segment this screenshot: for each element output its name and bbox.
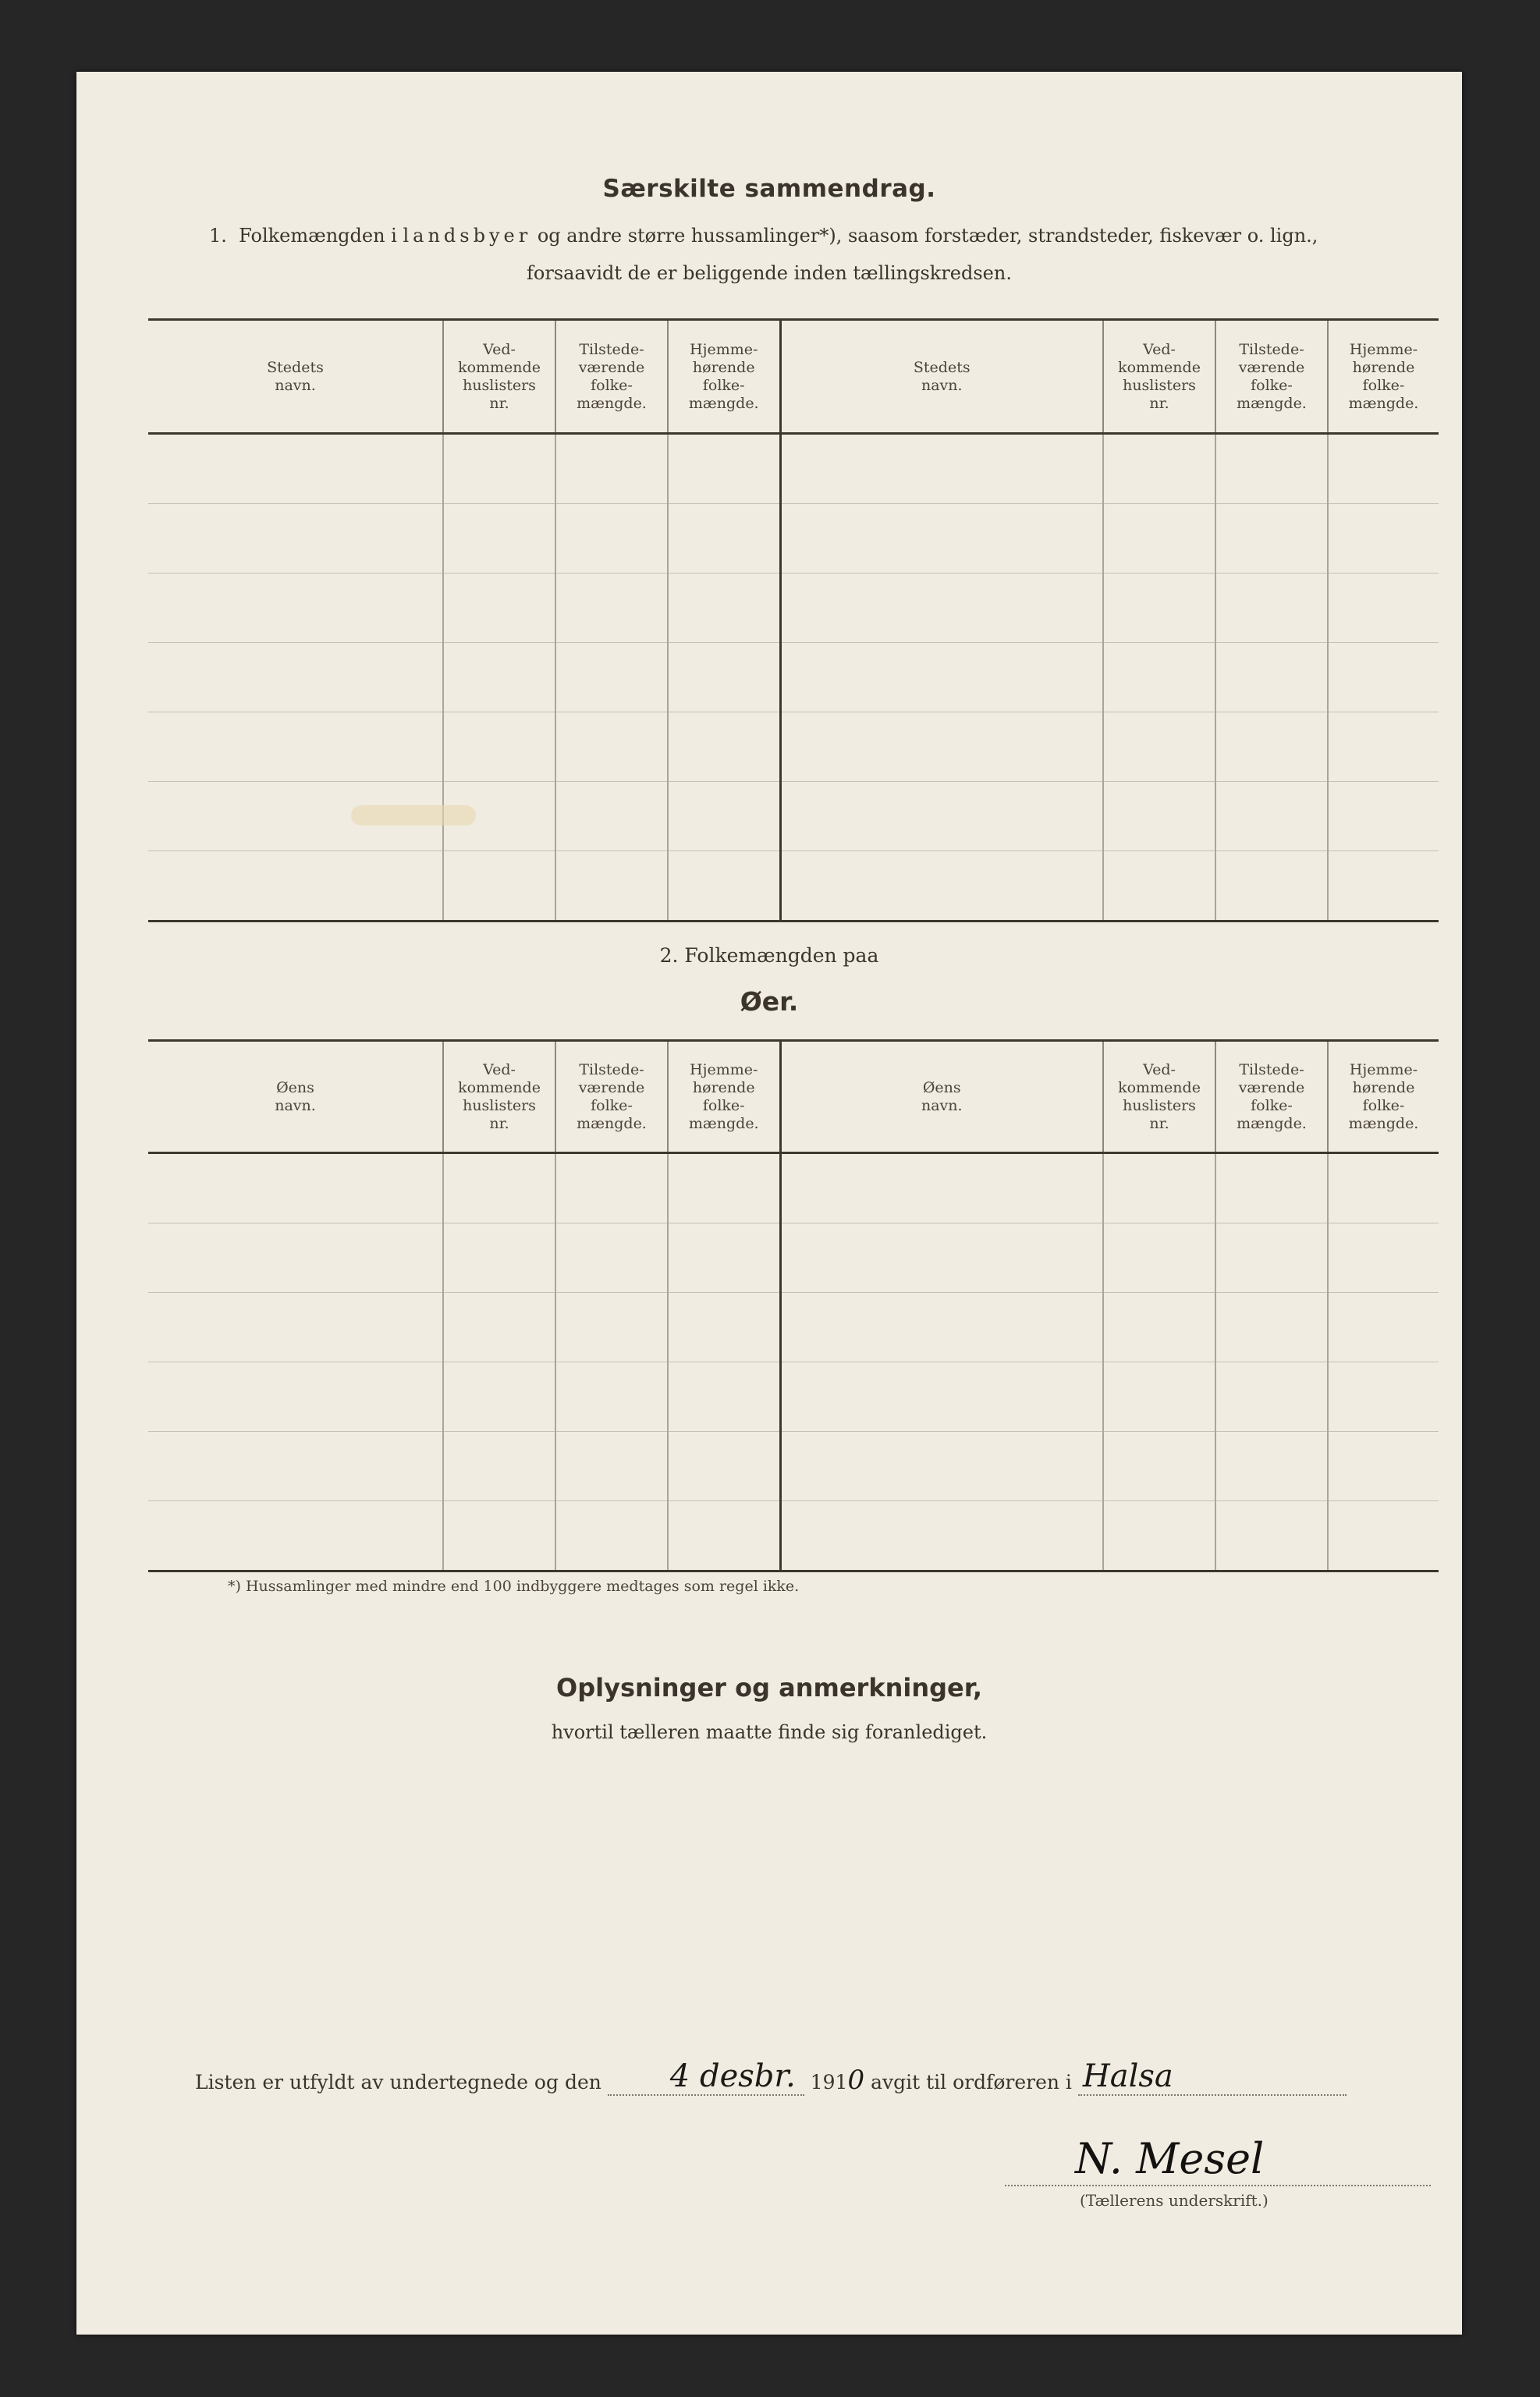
signoff-line xyxy=(195,2058,1347,2096)
census-form-page xyxy=(76,72,1462,2335)
signature-caption: (Tællerens underskrift.) xyxy=(1080,2191,1269,2210)
table-header-row xyxy=(148,1041,1439,1153)
header-stedets-navn: Stedets navn. xyxy=(267,358,324,394)
municipality-handwritten: Halsa xyxy=(1082,2058,1173,2094)
header-tilstedevaerende-right: Tilstede- værende folke- mængde. xyxy=(1215,320,1328,434)
date-handwritten: 4 desbr. xyxy=(669,2058,796,2094)
section1-intro xyxy=(209,225,1318,247)
table-row xyxy=(148,504,1439,574)
table-row xyxy=(148,434,1439,504)
signature-field[interactable] xyxy=(1005,2122,1431,2186)
signoff-middle: avgit til ordføreren i xyxy=(871,2071,1072,2093)
section2-title: Øer. xyxy=(740,986,799,1017)
enumerator-signature: N. Mesel xyxy=(1075,2134,1265,2183)
table-row xyxy=(148,1501,1439,1571)
paper-stain xyxy=(351,805,476,826)
table-row xyxy=(148,712,1439,782)
oer-table xyxy=(148,1039,1439,1572)
section1-text-a: Folkemængden i xyxy=(239,225,403,247)
footnote: *) Hussamlinger med mindre end 100 indbyggere medtages som regel ikke. xyxy=(228,1578,800,1595)
remarks-subtitle: hvortil tælleren maatte finde sig foranlediget. xyxy=(551,1721,988,1743)
table-row xyxy=(148,1362,1439,1432)
table-row xyxy=(148,1432,1439,1501)
header-tilstedevaerende: Tilstede- værende folke- mængde. xyxy=(555,320,668,434)
header-hjemmehorende: Hjemme- hørende folke- mængde. xyxy=(668,320,780,434)
table-row xyxy=(148,574,1439,643)
table-row xyxy=(148,1223,1439,1293)
header-oens-navn-right: Øens navn. xyxy=(780,1041,1103,1153)
signoff-prefix: Listen er utfyldt av undertegnede og den xyxy=(195,2071,601,2093)
header-oens-navn: Øens navn. xyxy=(275,1078,316,1114)
header-hjemmehorende-right: Hjemme- hørende folke- mængde. xyxy=(1328,320,1439,434)
section1-text-spaced: landsbyer xyxy=(403,225,532,247)
header-hjemmehorende: Hjemme- hørende folke- mængde. xyxy=(668,1041,780,1153)
header-tilstedevaerende-right: Tilstede- værende folke- mængde. xyxy=(1215,1041,1328,1153)
table-row xyxy=(148,782,1439,851)
section1-number: 1. xyxy=(209,225,227,247)
municipality-field[interactable] xyxy=(1078,2058,1347,2096)
header-huslisters-nr: Ved- kommende huslisters nr. xyxy=(443,320,555,434)
year-printed: 191 xyxy=(810,2071,848,2093)
date-field[interactable] xyxy=(608,2058,804,2096)
header-tilstedevaerende: Tilstede- værende folke- mængde. xyxy=(555,1041,668,1153)
header-huslisters-nr: Ved- kommende huslisters nr. xyxy=(443,1041,555,1153)
remarks-title: Oplysninger og anmerkninger, xyxy=(556,1673,982,1703)
page-title: Særskilte sammendrag. xyxy=(602,175,936,203)
table-row xyxy=(148,851,1439,922)
section1-text-b: og andre større hussamlinger*), saasom forstæder, strandsteder, fiskevær o. lign., xyxy=(531,225,1318,247)
header-huslisters-nr-right: Ved- kommende huslisters nr. xyxy=(1103,1041,1215,1153)
table-row xyxy=(148,1153,1439,1223)
landsbyer-table xyxy=(148,318,1439,922)
header-hjemmehorende-right: Hjemme- hørende folke- mængde. xyxy=(1328,1041,1439,1153)
year-handwritten: 0 xyxy=(847,2065,865,2096)
table-row xyxy=(148,643,1439,712)
table-header-row xyxy=(148,320,1439,434)
header-stedets-navn-right: Stedets navn. xyxy=(780,320,1103,434)
section1-intro-line2: forsaavidt de er beliggende inden tællingskredsen. xyxy=(527,262,1012,284)
section2-heading: 2. Folkemængden paa xyxy=(659,944,879,967)
header-huslisters-nr-right: Ved- kommende huslisters nr. xyxy=(1103,320,1215,434)
table-row xyxy=(148,1293,1439,1362)
